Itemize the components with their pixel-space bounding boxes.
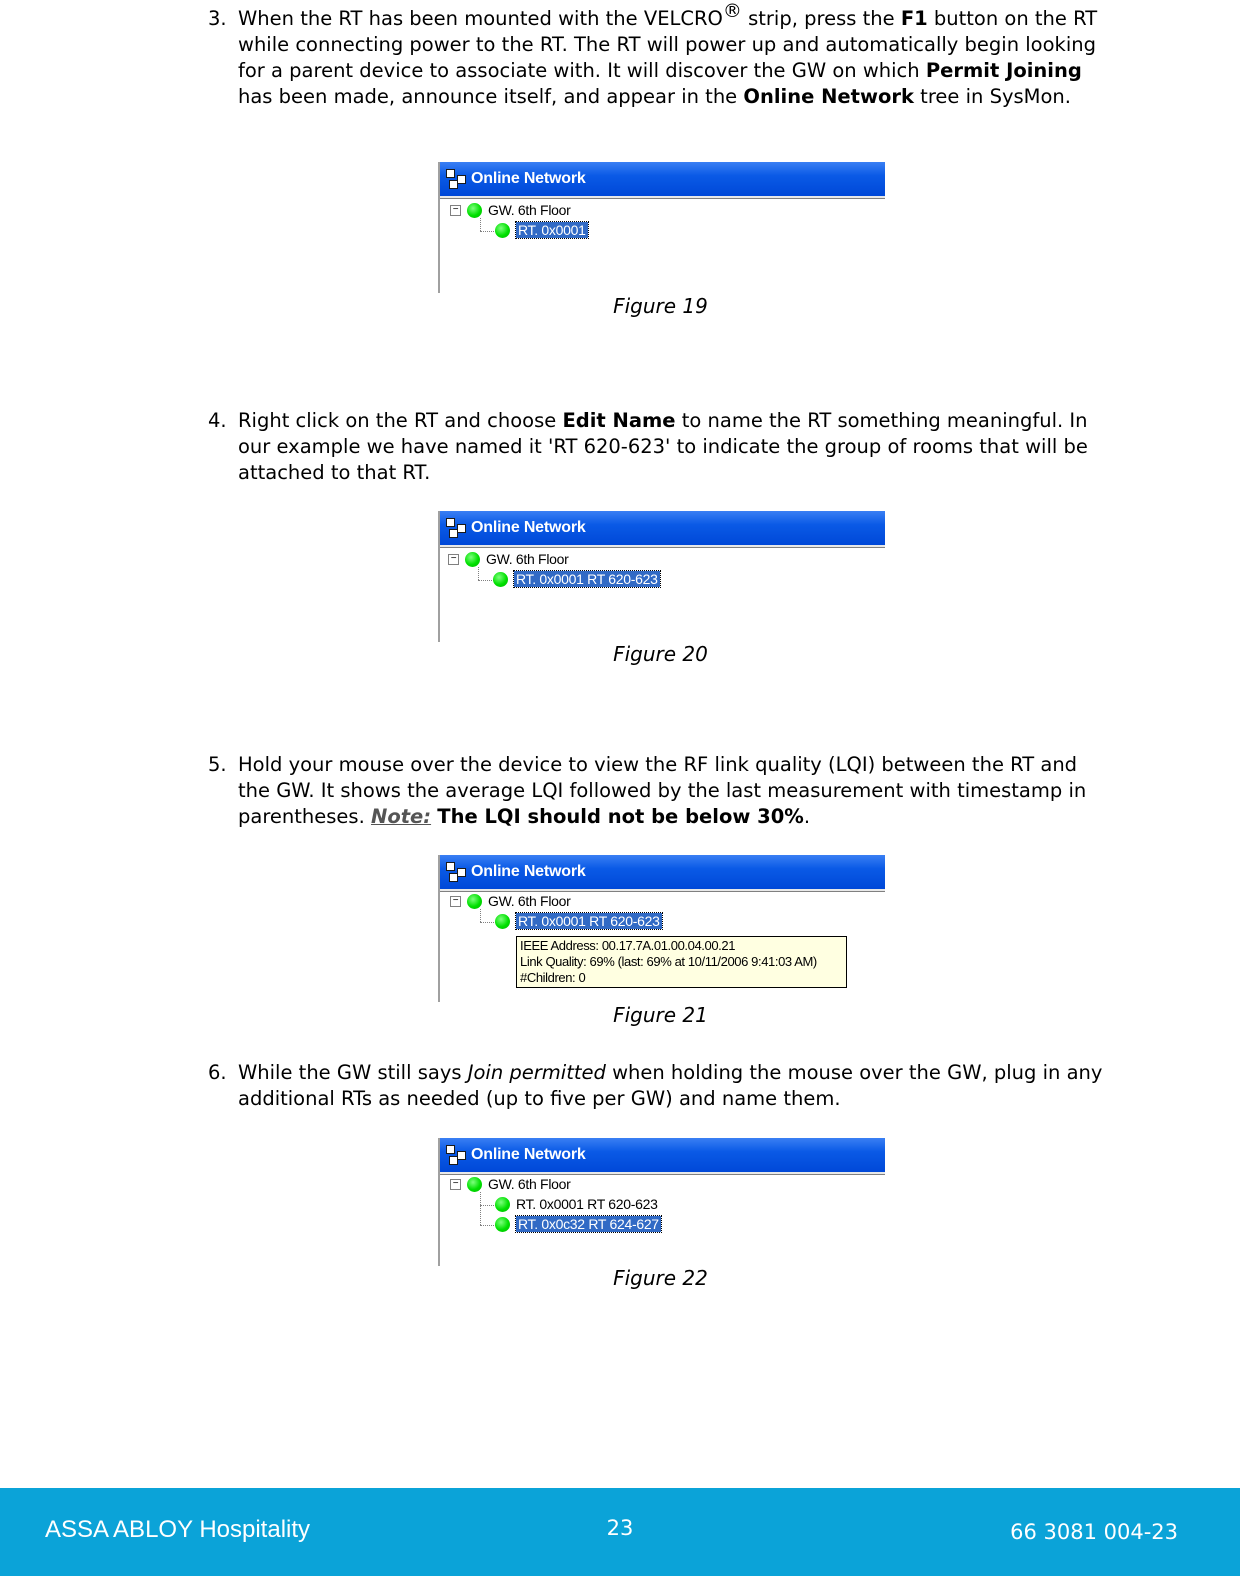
panel-title: Online Network (471, 1146, 586, 1163)
status-online-icon (467, 894, 482, 909)
panel-title: Online Network (471, 170, 586, 187)
tooltip-link-quality: Link Quality: 69% (last: 69% at 10/11/2006 9:41:03 AM) (520, 954, 817, 969)
step-number: 3. (208, 7, 227, 30)
tree-node-gw[interactable]: − GW. 6th Floor (450, 1176, 570, 1192)
network-icon (446, 1145, 466, 1165)
tree-node-rt[interactable] (493, 571, 660, 587)
lqi-tooltip (516, 936, 847, 988)
step-5 (208, 752, 1108, 830)
tooltip-ieee-address: IEEE Address: 00.17.7A.01.00.04.00.21 (520, 938, 736, 953)
status-online-icon (465, 552, 480, 567)
figure-caption: Figure 19 (613, 294, 708, 318)
online-network-panel-fig22 (438, 1138, 885, 1266)
tree-node-gw[interactable]: − GW. 6th Floor (450, 893, 570, 909)
online-network-panel-fig21 (438, 855, 885, 1002)
brand-name: ASSA ABLOY Hospitality (45, 1516, 311, 1543)
step-text: While the GW still says Join permitted when holding the mouse over the GW, plug in any additional RTs as needed (up to five per GW) and name them. (238, 1061, 1103, 1110)
figure-caption: Figure 21 (613, 1003, 708, 1027)
step-4 (208, 408, 1108, 486)
network-icon (446, 862, 466, 882)
step-number: 5. (208, 753, 227, 776)
status-online-icon (495, 1217, 510, 1232)
selected-node-label: RT. 0x0c32 RT 624-627 (518, 1216, 659, 1232)
status-online-icon (495, 1197, 510, 1212)
step-3 (208, 0, 1108, 110)
tooltip-children: #Children: 0 (520, 970, 586, 985)
collapse-icon[interactable]: − (450, 1179, 461, 1190)
step-number: 6. (208, 1061, 227, 1084)
panel-titlebar (440, 855, 885, 889)
online-network-panel-fig19 (438, 162, 885, 293)
selected-node-label: RT. 0x0001 (518, 222, 586, 238)
collapse-icon[interactable]: − (450, 205, 461, 216)
status-online-icon (467, 203, 482, 218)
node-label: RT. 0x0001 RT 620-623 (516, 1196, 658, 1212)
step-text: Right click on the RT and choose Edit Name to name the RT something meaningful. In our example we have named it 'RT 620-623' to indicate the group of rooms that will be attached to that RT. (238, 409, 1088, 484)
status-online-icon (495, 914, 510, 929)
step-number: 4. (208, 409, 227, 432)
panel-titlebar (440, 511, 885, 545)
panel-title: Online Network (471, 863, 586, 880)
figure-caption: Figure 20 (613, 642, 708, 666)
step-text: Hold your mouse over the device to view the RF link quality (LQI) between the RT and the GW. It shows the average LQI followed by the last measurement with timestamp in parentheses. Note: The LQI should not be below 30%. (238, 753, 1087, 828)
panel-titlebar (440, 1138, 885, 1172)
tree-node-rt[interactable] (495, 1196, 658, 1212)
network-icon (446, 518, 466, 538)
document-number: 66 3081 004-23 (1010, 1520, 1178, 1544)
status-online-icon (493, 572, 508, 587)
tree-node-rt[interactable] (495, 913, 662, 929)
collapse-icon[interactable]: − (450, 896, 461, 907)
tree-node-gw[interactable]: − GW. 6th Floor (448, 551, 568, 567)
tree-node-gw[interactable]: − GW. 6th Floor (450, 202, 570, 218)
page-number: 23 (606, 1516, 634, 1540)
panel-title: Online Network (471, 519, 586, 536)
status-online-icon (495, 223, 510, 238)
figure-caption: Figure 22 (613, 1266, 708, 1290)
step-text: When the RT has been mounted with the VELCRO® strip, press the F1 button on the RT while connecting power to the RT. The RT will power up and automatically begin looking for a parent device to associate with. It will discover the GW on which Permit Joining has been made, announce itself, and appear in the Online Network tree in SysMon. (238, 0, 1098, 108)
note-label: Note: (371, 805, 432, 828)
collapse-icon[interactable]: − (448, 554, 459, 565)
tree-node-rt[interactable] (495, 1216, 661, 1232)
network-icon (446, 169, 466, 189)
online-network-panel-fig20 (438, 511, 885, 642)
tree-node-rt[interactable] (495, 222, 588, 238)
page-footer (0, 1488, 1240, 1576)
status-online-icon (467, 1177, 482, 1192)
step-6 (208, 1060, 1108, 1112)
selected-node-label: RT. 0x0001 RT 620-623 (516, 571, 658, 587)
panel-titlebar (440, 162, 885, 196)
selected-node-label: RT. 0x0001 RT 620-623 (518, 913, 660, 929)
